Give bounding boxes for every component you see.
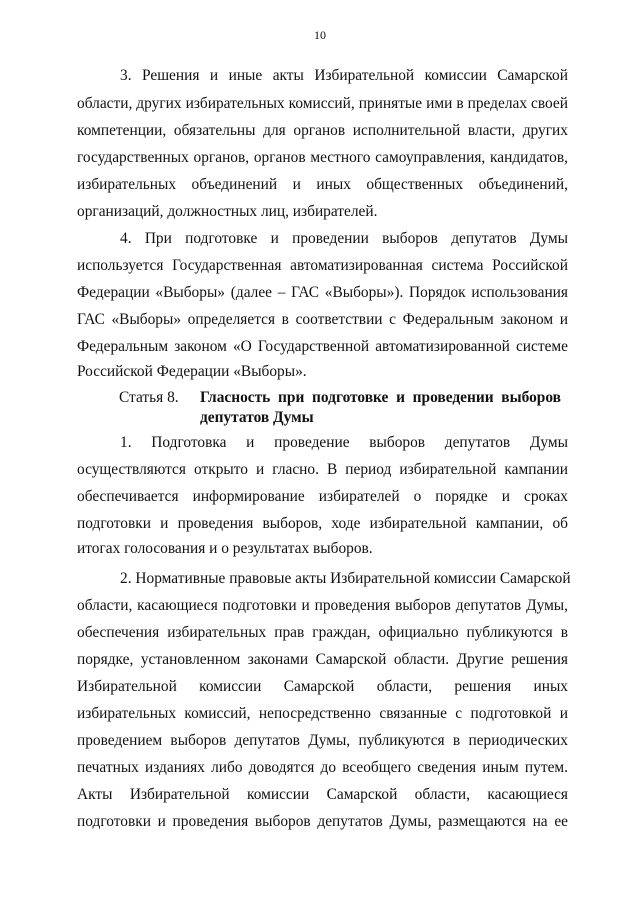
article-8-p2-line: печатных изданиях либо доводятся до всеобщего сведения иным путем. (77, 759, 568, 776)
article-8-p2-line: области, касающиеся подготовки и проведения выборов депутатов Думы, (77, 597, 568, 614)
article-8-p2-line: проведением выборов депутатов Думы, публикуются в периодических (77, 732, 568, 749)
article-title (200, 388, 561, 428)
article-8-p1-line: обеспечивается информирование избирателей о порядке и сроках (77, 488, 568, 505)
paragraph-4-line: Федеральным законом «О Государственной автоматизированной системе (77, 338, 568, 355)
article-8-p2-line: избирательных комиссий, непосредственно связанные с подготовкой и (77, 705, 568, 722)
paragraph-4-line: Федерации «Выборы» (далее – ГАС «Выборы»). Порядок использования (77, 284, 568, 301)
paragraph-3-line: избирательных объединений и иных общественных объединений, (77, 176, 568, 193)
article-8-p2-line: обеспечения избирательных прав граждан, официально публикуются в (77, 624, 568, 641)
article-8-p1-line: подготовки и проведения выборов, ходе избирательной кампании, об (77, 515, 568, 532)
article-label: Статья 8. (119, 389, 179, 406)
article-8-p2-line: Избирательной комиссии Самарской области, решения иных (77, 678, 568, 695)
paragraph-3-line: организаций, должностных лиц, избирателей. (77, 203, 378, 220)
article-8-p2-line: Акты Избирательной комиссии Самарской области, касающиеся (77, 786, 568, 803)
paragraph-4-line: 4. При подготовке и проведении выборов депутатов Думы (120, 230, 568, 247)
article-title-line: Гласность при подготовке и проведении выборов (200, 389, 561, 406)
article-title-line: депутатов Думы (200, 409, 314, 426)
paragraph-4-line: ГАС «Выборы» определяется в соответствии с Федеральным законом и (77, 311, 568, 328)
article-8-p1-line: 1. Подготовка и проведение выборов депутатов Думы (120, 434, 568, 451)
article-8-p2-line: порядке, установленном законами Самарской области. Другие решения (77, 651, 568, 668)
article-8-p1-line: итогах голосования и о результатах выборов. (77, 540, 373, 557)
article-8-p2-line: 2. Нормативные правовые акты Избирательной комиссии Самарской (120, 570, 571, 587)
article-8-p1-line: осуществляются открыто и гласно. В период избирательной кампании (77, 461, 568, 478)
paragraph-3-line: области, других избирательных комиссий, принятые ими в пределах своей (77, 95, 568, 112)
page-number: 10 (314, 28, 326, 42)
paragraph-3-line: государственных органов, органов местного самоуправления, кандидатов, (77, 149, 568, 166)
paragraph-4-line: используется Государственная автоматизированная система Российской (77, 257, 568, 274)
article-8-p2-line: подготовки и проведения выборов депутатов Думы, размещаются на ее (77, 813, 568, 830)
paragraph-4-line: Российской Федерации «Выборы». (77, 363, 307, 380)
paragraph-3-line: компетенции, обязательны для органов исполнительной власти, других (77, 122, 568, 139)
paragraph-3-line: 3. Решения и иные акты Избирательной комиссии Самарской (120, 67, 568, 84)
